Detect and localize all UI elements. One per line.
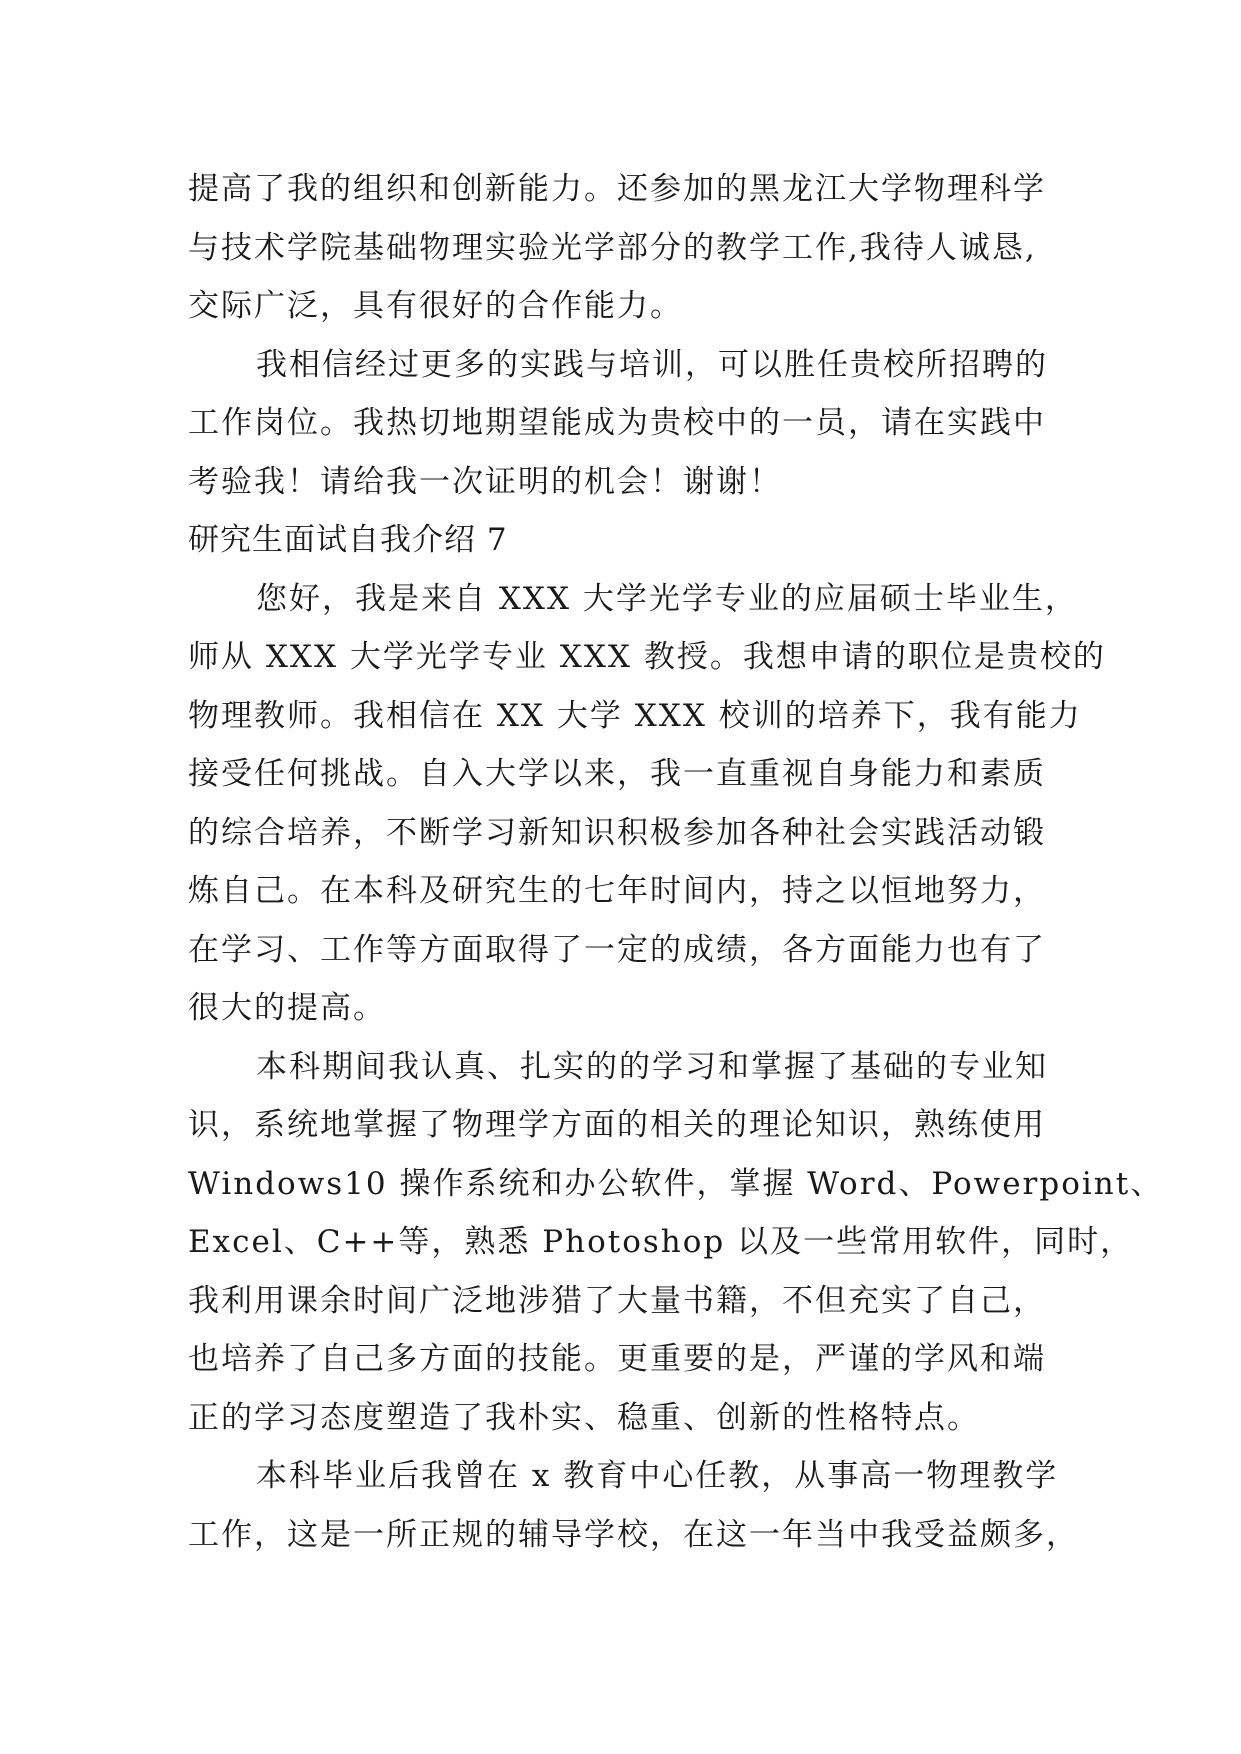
text-line: 在学习、工作等方面取得了一定的成绩，各方面能力也有了: [188, 931, 1046, 968]
text-line: 也培养了自己多方面的技能。更重要的是，严谨的学风和端: [188, 1341, 1046, 1377]
text-line: 本科期间我认真、扎实的的学习和掌握了基础的专业知: [256, 1048, 1048, 1085]
document-body: [188, 160, 1164, 1564]
section-heading: 研究生面试自我介绍 7: [188, 522, 508, 558]
text-line: 识，系统地掌握了物理学方面的相关的理论知识，熟练使用: [188, 1107, 1046, 1143]
text-line: 接受任何挑战。自入大学以来，我一直重视自身能力和素质: [188, 756, 1046, 792]
text-line: Windows10 操作系统和办公软件，掌握 Word、Powerpoint、: [188, 1165, 1164, 1202]
text-line: 您好，我是来自 XXX 大学光学专业的应届硕士毕业生，: [256, 580, 1078, 617]
text-line: 的综合培养，不断学习新知识积极参加各种社会实践活动锻: [188, 814, 1046, 851]
text-line: 物理教师。我相信在 XX 大学 XXX 校训的培养下，我有能力: [188, 697, 1082, 734]
text-line: 很大的提高。: [188, 990, 386, 1026]
text-line: 提高了我的组织和创新能力。还参加的黑龙江大学物理科学: [188, 171, 1046, 207]
text-line: 我利用课余时间广泛地涉猎了大量书籍，不但充实了自己，: [188, 1282, 1046, 1319]
text-line: 正的学习态度塑造了我朴实、稳重、创新的性格特点。: [188, 1399, 980, 1436]
text-line: 工作岗位。我热切地期望能成为贵校中的一员，请在实践中: [188, 405, 1046, 441]
text-line: 与技术学院基础物理实验光学部分的教学工作,我待人诚恳,: [188, 229, 1037, 266]
text-line: 我相信经过更多的实践与培训，可以胜任贵校所招聘的: [256, 346, 1048, 383]
text-line: 交际广泛，具有很好的合作能力。: [188, 288, 683, 324]
text-line: 师从 XXX 大学光学专业 XXX 教授。我想申请的职位是贵校的: [188, 639, 1106, 675]
text-line: 炼自己。在本科及研究生的七年时间内，持之以恒地努力，: [188, 873, 1046, 909]
text-line: Excel、C++等，熟悉 Photoshop 以及一些常用软件，同时，: [188, 1224, 1134, 1260]
text-line: 工作，这是一所正规的辅导学校，在这一年当中我受益颇多，: [188, 1516, 1079, 1553]
text-line: 考验我！请给我一次证明的机会！谢谢！: [188, 463, 782, 500]
text-line: 本科毕业后我曾在 x 教育中心任教，从事高一物理教学: [256, 1458, 1059, 1494]
